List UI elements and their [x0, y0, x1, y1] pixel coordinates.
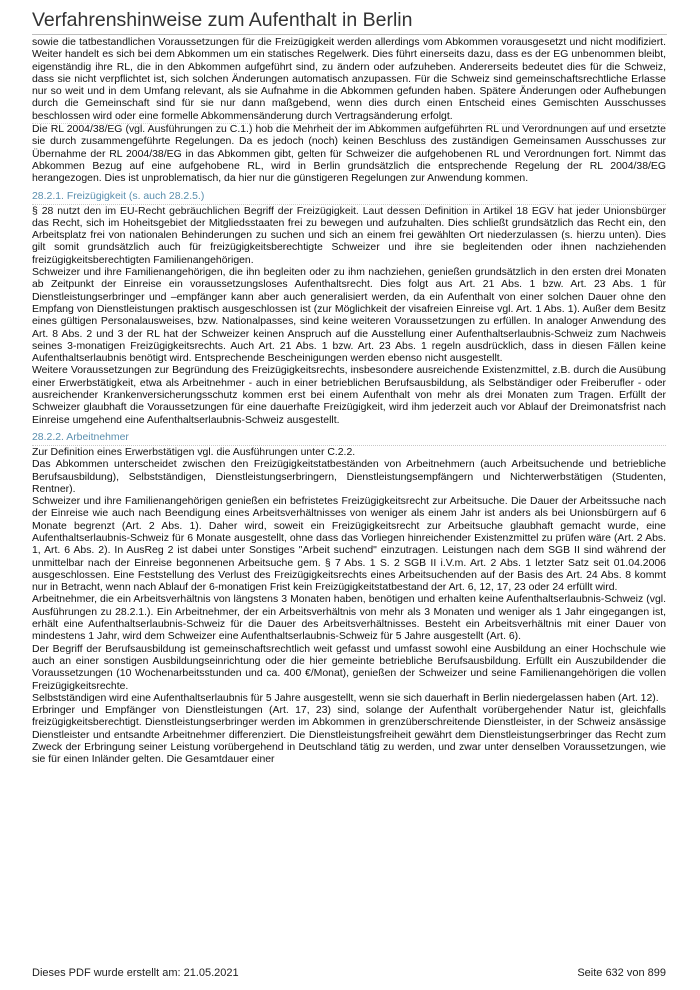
paragraph: Selbstständigen wird eine Aufenthaltserlaubnis für 5 Jahre ausgestellt, wenn sie sich dauerhaft in Berlin niedergelassen haben (Art. 12).: [32, 692, 659, 704]
paragraph: Die RL 2004/38/EG (vgl. Ausführungen zu C.1.) hob die Mehrheit der im Abkommen aufgeführten RL und Verordnungen auf und ersetzte sie durch zusammengeführte Regelungen. Da es jedoch (noch) keinen Beschluss des zuständigen Gemeinsamen Ausschusses zur Übernahme der RL 2004/38/EG in das Abkommen gibt, gelten für Schweizer die aufgehobenen RL und Verordnungen fort. Nimmt das Abkommen Bezug auf eine aufgehobene RL, wird in Berlin grundsätzlich die entsprechende Regelung der RL 2004/38/EG herangezogen. Dies ist unproblematisch, da hier nur die günstigeren Regelungen zur Anwendung kommen.: [32, 124, 666, 185]
document-title: Verfahrenshinweise zum Aufenthalt in Berlin: [32, 9, 413, 31]
paragraph: Das Abkommen unterscheidet zwischen den Freizügigkeitstatbeständen von Arbeitnehmern (auch Arbeitsuchende und betriebliche Berufsausbildung), Selbstständigen, Dienstleistungserbringern, Dienstleistungsempfängern und Nichterwerbstätigen (Studenten, Rentner).: [32, 459, 666, 495]
paragraph: Zur Definition eines Erwerbstätigen vgl. die Ausführungen unter C.2.2.: [32, 446, 356, 458]
footer-created-date: Dieses PDF wurde erstellt am: 21.05.2021: [32, 967, 239, 979]
document-body: [32, 37, 666, 767]
paragraph: Schweizer und ihre Familienangehörigen, die ihn begleiten oder zu ihm nachziehen, genießen grundsätzlich in den ersten drei Monaten ab Zeitpunkt der Einreise ein voraussetzungsloses Aufenthaltsrecht. Dies folgt aus Art. 21 Abs. 1 bzw. Art. 23 Abs. 1 für Dienstleistungserbringer und –empfänger kann aber auch generalisiert werden, da ein Aufenthalt von einer solchen Dauer ohne den Empfang von Dienstleistungen praktisch ausgeschlossen ist (zur Möglichkeit der visafreien Einreise vgl. Art. 1 Abs. 1). Außer dem Besitz eines gültigen Personalausweises, bzw. Nationalpasses, sind keine weiteren Voraussetzungen zu erfüllen. In analoger Anwendung des Art. 8 Abs. 2 und 3 der RL hat der Schweizer keinen Anspruch auf die Ausstellung einer Aufenthaltserlaubnis-Schweiz zum Nachweis seines 3-monatigen Freizügigkeitsrechts. Auch Art. 21 Abs. 1 bzw. Art. 23 Abs. 1 regeln ausdrücklich, dass in diesen Fällen keine Aufenthaltserlaubnis benötigt wird. Entsprechende Bescheinigungen werden ebenso nicht ausgestellt.: [32, 267, 666, 365]
footer-page-number: Seite 632 von 899: [577, 967, 666, 979]
title-divider: [32, 34, 667, 35]
section-heading-arbeitnehmer: 28.2.2. Arbeitnehmer: [32, 432, 666, 446]
paragraph: § 28 nutzt den im EU-Recht gebräuchlichen Begriff der Freizügigkeit. Laut dessen Definition in Artikel 18 EGV hat jeder Unionsbürger das Recht, sich im Hoheitsgebiet der Mitgliedsstaaten frei zu bewegen und aufzuhalten. Dies schließt grundsätzlich das Recht ein, den Arbeitsplatz frei von nationalen Behinderungen zu suchen und sich an einem frei gewählten Ort niederzulassen (s. hierzu unten). Dies gilt somit grundsätzlich auch für freizügigkeitsberechtigte Schweizer und ihre sie begleitenden oder ihnen nachziehenden freizügigkeitsberechtigten Familienangehörigen.: [32, 205, 666, 266]
paragraph: Erbringer und Empfänger von Dienstleistungen (Art. 17, 23) sind, solange der Aufenthalt vorübergehender Natur ist, gleichfalls freizügigkeitsberechtigt. Dienstleistungserbringer werden im Abkommen in grenzüberschreitende Dienstleister, in der Schweiz ansässige Dienstleister und entsandte Arbeitnehmer differenziert. Die Dienstleistungsfreiheit gewährt dem Dienstleistungserbringer das Recht zum Zweck der Erbringung seiner Leistung vorübergehend in Deutschland tätig zu werden, und zwar unter denselben Voraussetzungen, wie sie für einen Inländer gelten. Die Gesamtdauer einer: [32, 705, 666, 766]
paragraph: Weitere Voraussetzungen zur Begründung des Freizügigkeitsrechts, insbesondere ausreichende Existenzmittel, z.B. durch die Ausübung einer Erwerbstätigkeit, etwa als Arbeitnehmer - auch in einer betrieblichen Berufsausbildung, als Selbständiger oder Freiberufler - oder ausreichender Krankenversicherungsschutz kommen erst bei einem Aufenthalt von mehr als drei Monaten zum Tragen. Erfüllt der Schweizer glaubhaft die Voraussetzungen für eine dauerhafte Freizügigkeit, wird ihm jederzeit auch vor Ablauf der Dreimonatsfrist nach Einreise umgehend eine Aufenthaltserlaubnis-Schweiz ausgestellt.: [32, 365, 666, 426]
paragraph: Schweizer und ihre Familienangehörigen genießen ein befristetes Freizügigkeitsrecht zur Arbeitsuche. Die Dauer der Arbeitssuche nach der Einreise wie auch nach Beendigung eines Arbeitsverhältnisses von weniger als einem Jahr ist anders als bei Unionsbürgern auf 6 Monate begrenzt (Art. 2 Abs. 1). Daher wird, soweit ein Freizügigkeitsrecht zur Arbeitsuche glaubhaft gemacht wurde, eine Aufenthaltserlaubnis-Schweiz für 6 Monate ausgestellt, ohne dass das Vorliegen hinreichender Existenzmittel zu prüfen wäre (Art. 2 Abs. 1, Art. 6 Abs. 2). In AusReg 2 ist dabei unter Sonstiges "Arbeit suchend" einzutragen. Leistungen nach dem SGB II sind während der unmittelbar nach der Einreise begonnenen Arbeitsuche gem. § 7 Abs. 1 S. 2 SGB II i.V.m. Art. 2 Abs. 1 letzter Satz seit 01.04.2006 ausgeschlossen. Eine Feststellung des Verlust des Freizügigkeitsrechts eines Arbeitsuchenden auf der Basis des Art. 24 Abs. 8 kommt nur in Betracht, wenn nach Ablauf der 6-monatigen Frist kein Freizügigkeitstatbestand der Art. 6, 12, 17, 23 oder 24 erfüllt wird.: [32, 496, 666, 594]
paragraph: Arbeitnehmer, die ein Arbeitsverhältnis von längstens 3 Monaten haben, benötigen und erhalten keine Aufenthaltserlaubnis-Schweiz (vgl. Ausführungen zu 28.2.1.). Ein Arbeitnehmer, der ein Arbeitsverhältnis von mehr als 3 Monaten und weniger als 1 Jahr eingegangen ist, erhält eine Aufenthaltserlaubnis-Schweiz für die Dauer des Arbeitsverhältnisses. Besteht ein Arbeitsverhältnis mit einer Dauer von mindestens 1 Jahr, wird dem Schweizer eine Aufenthaltserlaubnis-Schweiz für 5 Jahre ausgestellt (Art. 6).: [32, 594, 666, 643]
paragraph: sowie die tatbestandlichen Voraussetzungen für die Freizügigkeit werden allerdings vom Abkommen vorausgesetzt und nicht modifiziert. Weiter handelt es sich bei dem Abkommen um ein statisches Regelwerk. Dies führt einerseits dazu, dass es der EG unbenommen bleibt, eigenständig ihre RL, die in den Abkommen aufgeführt sind, zu ändern oder aufzuheben. Andererseits bedeutet dies für die Schweiz, dass sie nicht verpflichtet ist, sich solchen Änderungen automatisch anzupassen. Für die Schweiz sind gemeinschaftsrechtliche Erlasse nur so weit und in dem Umfang relevant, als sie Aufnahme in die Abkommen gefunden haben. Spätere Änderungen oder Aufhebungen durch die Gemeinschaft sind für sie nur dann maßgebend, wenn dies durch einen Entscheid eines Gemischten Ausschusses beschlossen wird oder eine formelle Abkommensänderung durch Vertragsänderung erfolgt.: [32, 37, 666, 124]
section-heading-freizuegigkeit: 28.2.1. Freizügigkeit (s. auch 28.2.5.): [32, 191, 666, 205]
paragraph: Der Begriff der Berufsausbildung ist gemeinschaftsrechtlich weit gefasst und umfasst sowohl eine Ausbildung an einer Hochschule wie auch an einer sonstigen Ausbildungseinrichtung oder die hier gemeinte betriebliche Berufsausbildung. Erfüllt ein Auszubildender die Voraussetzungen (10 Wochenarbeitsstunden und ca. 400 €/Monat), genießen der Schweizer und seine Familienangehörigen die vollen Freizügigkeitsrechte.: [32, 643, 666, 692]
